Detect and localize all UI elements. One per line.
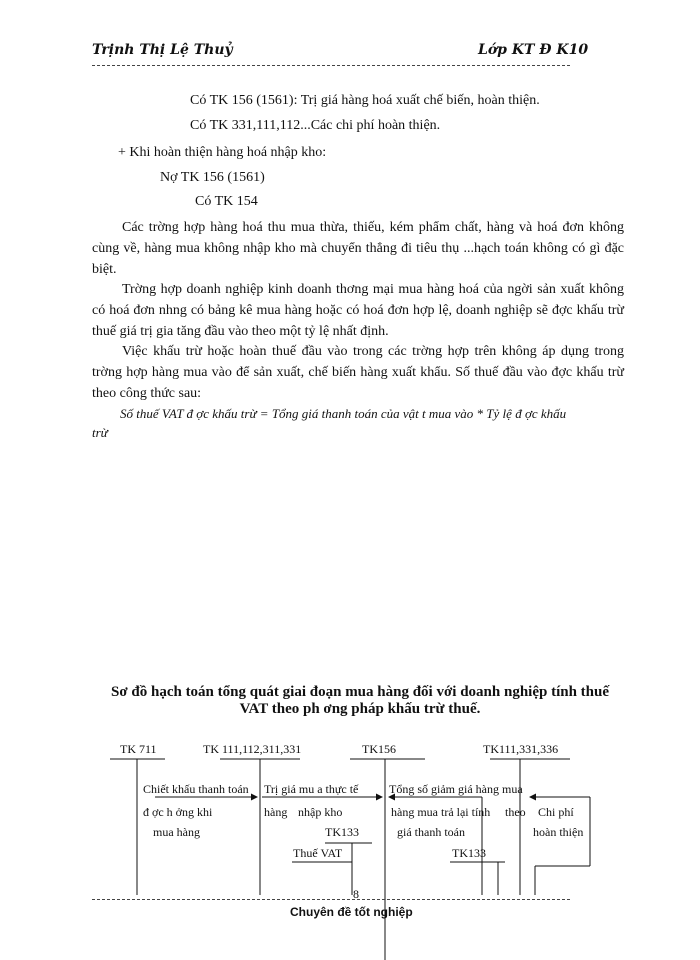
paragraph-1: Các trờng hợp hàng hoá thu mua thừa, thiếu, kém phẩm chất, hàng và hoá đơn không cùng về, hàng mua không nhập kho mà chuyển thẳng đi tiêu thụ ...hạch toán không có gì đặc biệt. [92, 220, 624, 277]
tk711-label: TK 711 [120, 742, 157, 756]
footer-divider [92, 899, 570, 900]
paragraph-3: Việc khấu trừ hoặc hoàn thuế đầu vào trong các trờng hợp trên không áp dụng trong trờng hợp hàng mua vào để sản xuất, chế biến hàng xuất khẩu. Số thuế đầu vào đợc khấu trừ theo công thức sau: [92, 344, 624, 401]
entry-line-4: Nợ TK 156 (1561) [160, 170, 265, 185]
reduction-label-3: theo [505, 805, 526, 819]
entry-line-5: Có TK 154 [195, 194, 258, 209]
page-number: 8 [353, 887, 359, 901]
vat-label: Thuế VAT [293, 846, 343, 860]
finishing-cost-label-2: hoàn thiện [533, 825, 584, 839]
entry-line-2: Có TK 331,111,112...Các chi phí hoàn thiện. [190, 118, 441, 133]
formula-line-1: Số thuế VAT đ ợc khấu trừ = Tổng giá thanh toán của vật t mua vào * Tỷ lệ đ ợc khấu [120, 406, 567, 421]
reduction-label-1: Tổng số giảm giá hàng mua [389, 782, 523, 796]
diagram-title-line-1: Sơ đồ hạch toán tổng quát giai đoạn mua hàng đối với doanh nghiệp tính thuế [110, 684, 610, 700]
discount-label-3: mua hàng [153, 825, 200, 839]
formula-line-2: trừ [92, 425, 108, 440]
author-name: Trịnh Thị Lệ Thuỷ [92, 42, 233, 58]
reduction-label-2: hàng mua trả lại tính [391, 805, 491, 819]
tk111-label: TK 111,112,311,331 [203, 742, 302, 756]
tk133b-label: TK133 [452, 846, 486, 860]
discount-label-1: Chiết khấu thanh toán [143, 782, 249, 796]
finishing-cost-label-1: Chi phí [538, 805, 574, 819]
purchase-label-2: hàng [264, 805, 288, 819]
paragraph-2: Trờng hợp doanh nghiệp kinh doanh thơng mại mua hàng hoá của ngời sản xuất không có hoá đơn nhng có bảng kê mua hàng hoặc có hoá đơn hợp lệ, doanh nghiệp sẽ đợc khấu trừ thuế giá trị gia tăng đầu vào theo một tỷ lệ nhất định. [92, 282, 624, 339]
diagram-title-line-2: VAT theo ph ơng pháp khấu trừ thuế. [239, 701, 481, 717]
entry-line-3: + Khi hoàn thiện hàng hoá nhập kho: [118, 145, 327, 160]
class-name: Lớp KT Đ K10 [478, 42, 589, 58]
reduction-label-4: giá thanh toán [397, 825, 465, 839]
discount-label-2: đ ợc h ởng khi [143, 805, 213, 819]
tk111b-label: TK111,331,336 [483, 742, 559, 756]
tk133a-label: TK133 [325, 825, 359, 839]
entry-line-1: Có TK 156 (1561): Trị giá hàng hoá xuất chế biến, hoàn thiện. [190, 93, 540, 108]
purchase-label-1: Trị giá mu a thực tế [264, 782, 359, 796]
purchase-label-3: nhập kho [298, 805, 343, 819]
tk156-label: TK156 [362, 742, 396, 756]
footer-text: Chuyên đề tốt nghiệp [290, 905, 413, 919]
